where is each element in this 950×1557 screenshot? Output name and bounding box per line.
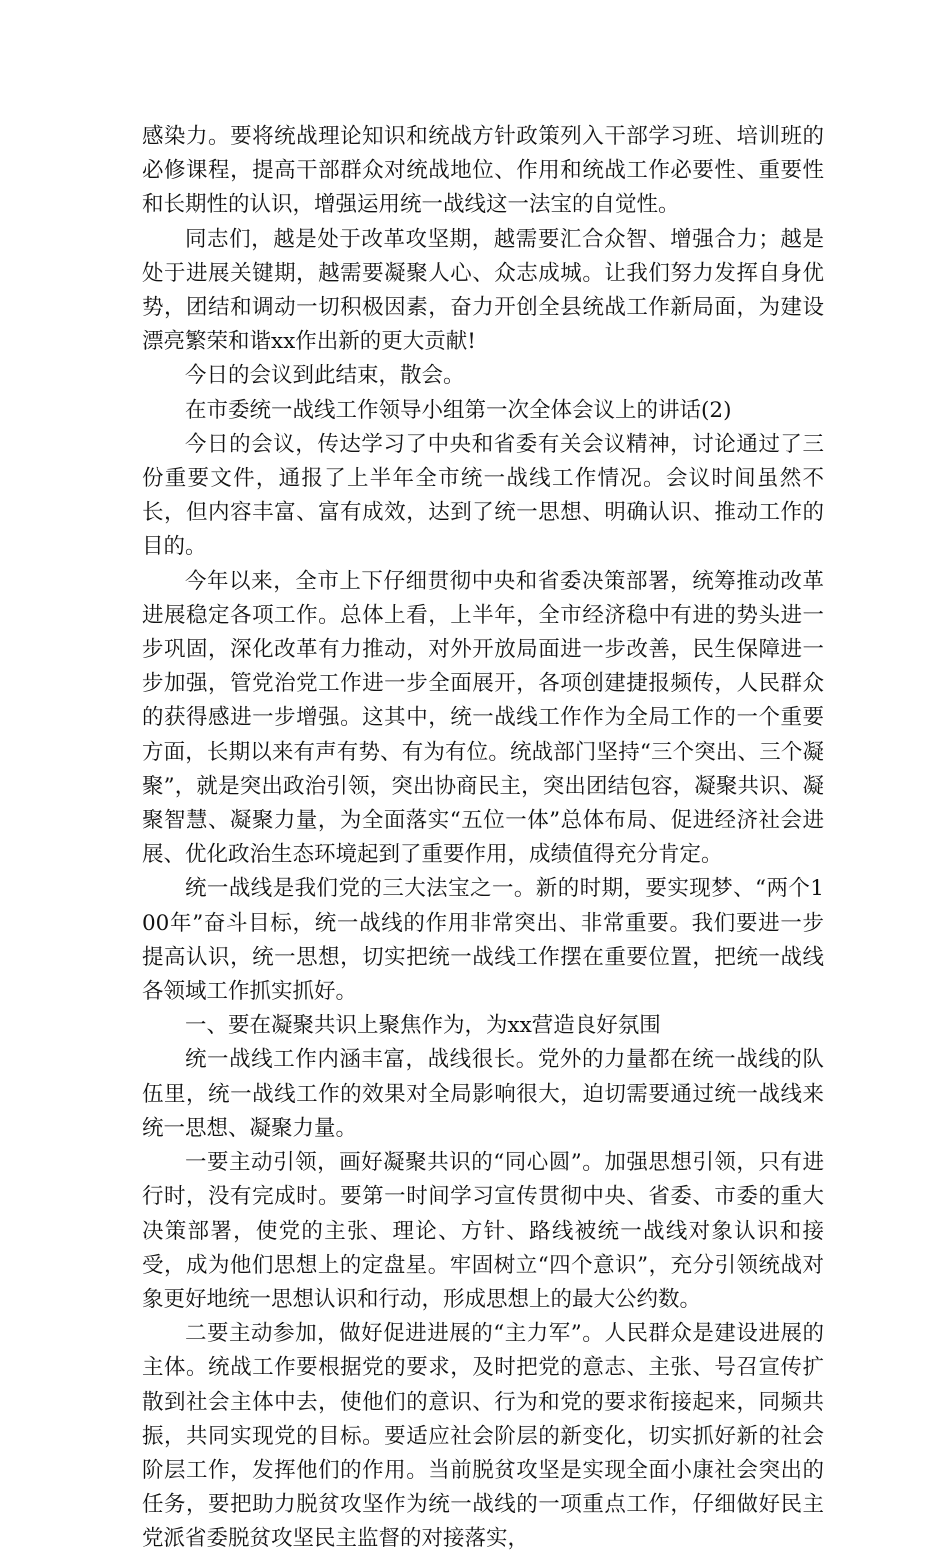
paragraph-united-front-importance: 统一战线是我们党的三大法宝之一。新的时期，要实现梦、“两个100年”奋斗目标，统一战线的作用非常突出、非常重要。我们要进一步提高认识，统一思想，切实把统一战线工作摆在重要位置，把统一战线各领域工作抓实抓好。: [142, 876, 824, 1005]
paragraph-work-review: 今年以来，全市上下仔细贯彻中央和省委决策部署，统筹推动改革进展稳定各项工作。总体上看，上半年，全市经济稳中有进的势头进一步巩固，深化改革有力推动，对外开放局面进一步改善，民生保障进一步加强，管党治党工作进一步全面展开，各项创建捷报频传，人民群众的获得感进一步增强。这其中，统一战线工作作为全局工作的一个重要方面，长期以来有声有势、有为有位。统战部门坚持“三个突出、三个凝聚”，就是突出政治引领，突出协商民主，突出团结包容，凝聚共识、凝聚智慧、凝聚力量，为全面落实“五位一体”总体布局、促进经济社会进展、优化政治生态环境起到了重要作用，成绩值得充分肯定。: [142, 568, 824, 868]
paragraph-meeting-summary: 今日的会议，传达学习了中央和省委有关会议精神，讨论通过了三份重要文件，通报了上半年全市统一战线工作情况。会议时间虽然不长，但内容丰富、富有成效，达到了统一思想、明确认识、推动工作的目的。: [142, 431, 824, 560]
paragraph-point-1: 一要主动引领，画好凝聚共识的“同心圆”。加强思想引领，只有进行时，没有完成时。要第一时间学习宣传贯彻中央、省委、市委的重大决策部署，使党的主张、理论、方针、路线被统一战线对象认识和接受，成为他们思想上的定盘星。牢固树立“四个意识”，充分引领统战对象更好地统一思想认识和行动，形成思想上的最大公约数。: [142, 1150, 824, 1312]
paragraph-point-2: 二要主动参加，做好促进进展的“主力军”。人民群众是建设进展的主体。统战工作要根据党的要求，及时把党的意志、主张、号召宣传扩散到社会主体中去，使他们的意识、行为和党的要求衔接起来，同频共振，共同实现党的目标。要适应社会阶层的新变化，切实抓好新的社会阶层工作，发挥他们的作用。当前脱贫攻坚是实现全面小康社会突出的任务，要把助力脱贫攻坚作为统一战线的一项重点工作，仔细做好民主党派省委脱贫攻坚民主监督的对接落实，: [142, 1321, 824, 1552]
paragraph-meeting-adjourned: 今日的会议到此结束，散会。: [185, 363, 465, 389]
paragraph-section-1-intro: 统一战线工作内涵丰富，战线很长。党外的力量都在统一战线的队伍里，统一战线工作的效果对全局影响很大，迫切需要通过统一战线来统一思想、凝聚力量。: [142, 1047, 824, 1141]
document-body: [142, 120, 824, 1557]
paragraph-continued: 感染力。要将统战理论知识和统战方针政策列入干部学习班、培训班的必修课程，提高干部群众对统战地位、作用和统战工作必要性、重要性和长期性的认识，增强运用统一战线这一法宝的自觉性。: [142, 124, 824, 218]
speech-title: 在市委统一战线工作领导小组第一次全体会议上的讲话(2): [185, 397, 732, 423]
section-heading-1: 一、要在凝聚共识上聚焦作为，为xx营造良好氛围: [185, 1013, 661, 1039]
paragraph-closing-appeal: 同志们，越是处于改革攻坚期，越需要汇合众智、增强合力；越是处于进展关键期，越需要凝聚人心、众志成城。让我们努力发挥自身优势，团结和调动一切积极因素，奋力开创全县统战工作新局面，为建设漂亮繁荣和谐xx作出新的更大贡献!: [142, 226, 824, 355]
